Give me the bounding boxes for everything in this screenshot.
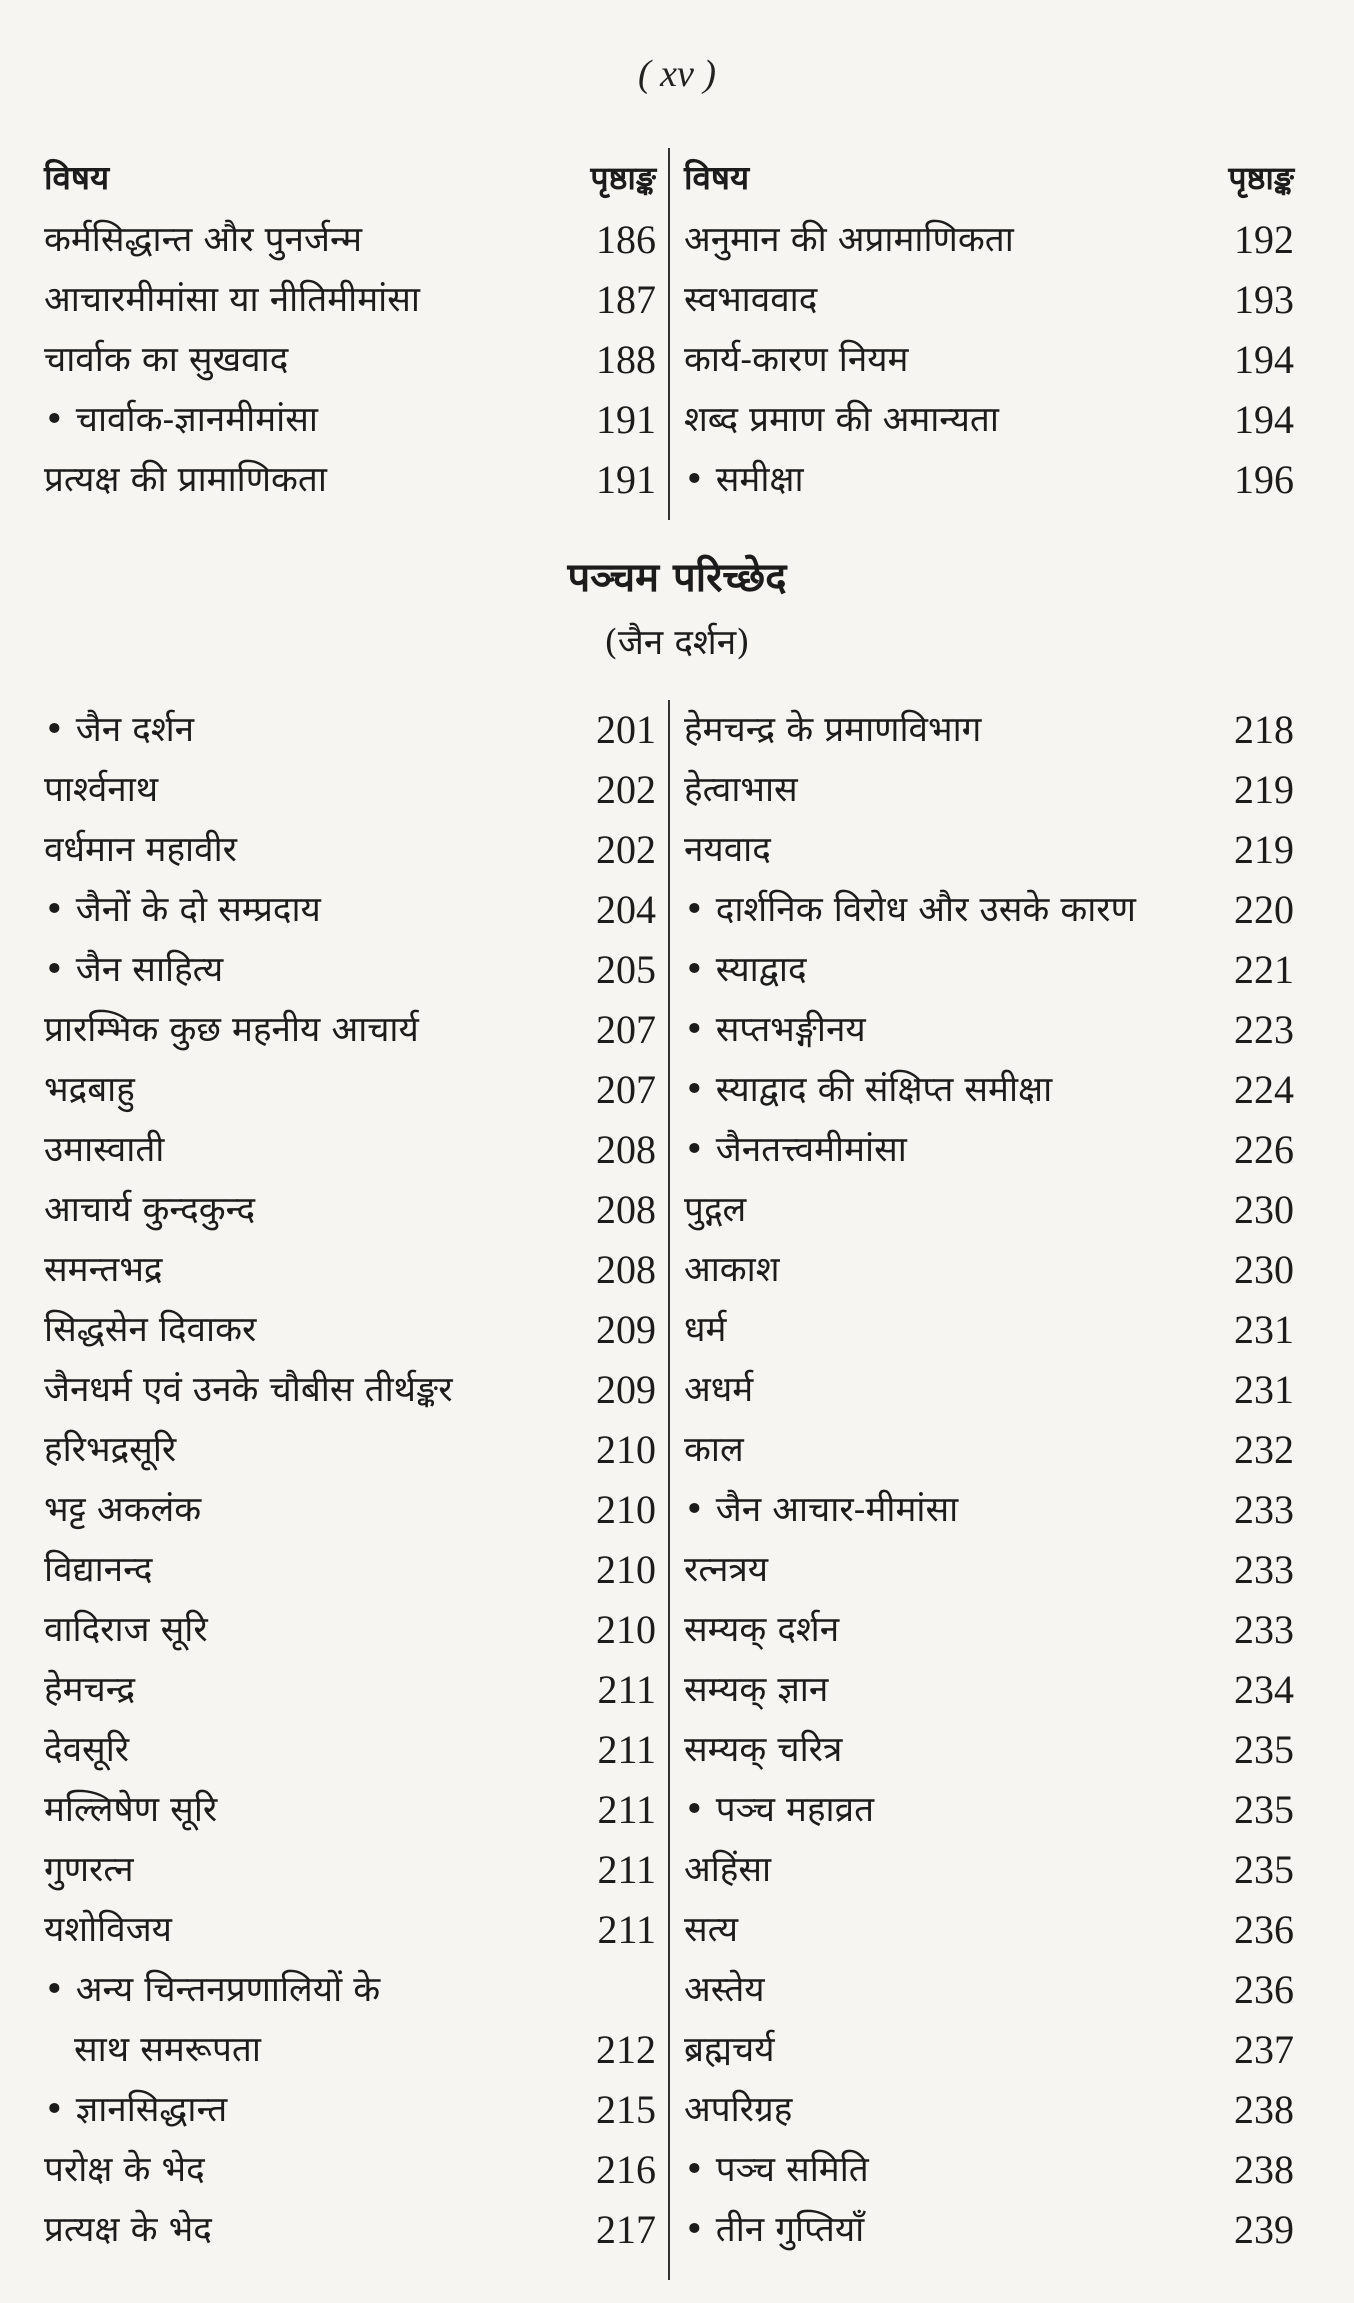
entry-right-page: 234 <box>1234 1667 1294 1712</box>
entry-left-page: 207 <box>596 1007 656 1052</box>
section-subtitle: (जैन दर्शन) <box>604 623 750 663</box>
entry-left-title: उमास्वाती <box>44 1130 165 1170</box>
entry-right-title: अनुमान की अप्रामाणिकता <box>684 220 1014 260</box>
entry-left-title: परोक्ष के भेद <box>44 2150 205 2190</box>
entry-left-page: 211 <box>597 1907 656 1952</box>
entry-right-page: 218 <box>1234 707 1294 752</box>
entry-left-title: • अन्य चिन्तनप्रणालियों के <box>44 1970 381 2010</box>
toc-row <box>44 450 1294 510</box>
entry-right-title: रत्नत्रय <box>684 1550 769 1590</box>
toc-row <box>44 1600 1294 1660</box>
toc-bottom-block <box>44 700 1294 2280</box>
entry-left-title: जैनधर्म एवं उनके चौबीस तीर्थङ्कर <box>44 1370 453 1410</box>
header-subject-right: विषय <box>684 158 750 197</box>
toc-row <box>44 1720 1294 1780</box>
entry-left-title: पार्श्वनाथ <box>44 770 159 810</box>
entry-right-page: 230 <box>1234 1247 1294 1292</box>
entry-left-page: 211 <box>597 1787 656 1832</box>
toc-row <box>44 390 1294 450</box>
entry-right-page: 235 <box>1234 1727 1294 1772</box>
entry-right-title: • सप्तभङ्गीनय <box>684 1010 866 1050</box>
entry-right-title: हेत्वाभास <box>684 770 798 810</box>
toc-row <box>44 2080 1294 2140</box>
entry-left-title: भट्ट अकलंक <box>44 1490 202 1530</box>
entry-right-page: 237 <box>1234 2027 1294 2072</box>
toc-row <box>44 1000 1294 1060</box>
entry-right-title: अपरिग्रह <box>684 2090 793 2130</box>
toc-top-block <box>44 148 1294 520</box>
entry-right-title: शब्द प्रमाण की अमान्यता <box>684 400 999 440</box>
entry-right-title: • जैनतत्त्वमीमांसा <box>684 1130 907 1170</box>
entry-left-title: • ज्ञानसिद्धान्त <box>44 2090 228 2130</box>
entry-right-page: 231 <box>1234 1367 1294 1412</box>
entry-right-page: 219 <box>1234 767 1294 812</box>
entry-left-page: 212 <box>596 2027 656 2072</box>
entry-right-title: सम्यक् दर्शन <box>684 1610 840 1650</box>
entry-right-page: 221 <box>1234 947 1294 992</box>
toc-row <box>44 700 1294 760</box>
entry-left-title: वादिराज सूरि <box>44 1610 208 1650</box>
entry-left-title: हरिभद्रसूरि <box>44 1430 177 1470</box>
toc-row <box>44 1360 1294 1420</box>
entry-left-title: देवसूरि <box>44 1730 130 1770</box>
entry-right-page: 219 <box>1234 827 1294 872</box>
toc-row <box>44 1900 1294 1960</box>
entry-left-page: 216 <box>596 2147 656 2192</box>
entry-left-title: यशोविजय <box>44 1910 172 1950</box>
toc-row <box>44 1120 1294 1180</box>
header-page-left: पृष्ठाङ्क <box>590 159 656 197</box>
entry-left-title: प्रत्यक्ष के भेद <box>44 2210 212 2250</box>
toc-row <box>44 2020 1294 2080</box>
entry-right-title: अहिंसा <box>684 1850 772 1890</box>
entry-left-page <box>564 1960 656 2020</box>
toc-row <box>44 760 1294 820</box>
entry-right-page: 194 <box>1234 337 1294 382</box>
entry-left-page: 209 <box>596 1307 656 1352</box>
entry-right-page: 233 <box>1234 1547 1294 1592</box>
entry-right-page: 226 <box>1234 1127 1294 1172</box>
entry-right-page: 233 <box>1234 1607 1294 1652</box>
entry-right-page: 223 <box>1234 1007 1294 1052</box>
entry-right-title: कार्य-कारण नियम <box>684 340 909 380</box>
entry-right-page: 233 <box>1234 1487 1294 1532</box>
entry-left-page: 187 <box>596 277 656 322</box>
entry-left-page: 215 <box>596 2087 656 2132</box>
entry-left-page: 201 <box>596 707 656 752</box>
entry-left-title: • जैनों के दो सम्प्रदाय <box>44 890 321 930</box>
entry-left-page: 186 <box>596 217 656 262</box>
entry-right-title: नयवाद <box>684 830 771 870</box>
entry-left-title: भद्रबाहु <box>44 1070 135 1110</box>
entry-left-title: • चार्वाक-ज्ञानमीमांसा <box>44 400 318 440</box>
page-number: ( xv ) <box>637 53 717 95</box>
entry-left-page: 208 <box>596 1127 656 1172</box>
entry-right-page: 236 <box>1234 1967 1294 2012</box>
entry-right-title: धर्म <box>684 1310 727 1350</box>
entry-left-page: 210 <box>596 1427 656 1472</box>
toc-row <box>44 1840 1294 1900</box>
entry-right-page: 224 <box>1234 1067 1294 1112</box>
toc-row <box>44 940 1294 1000</box>
entry-right-page: 193 <box>1234 277 1294 322</box>
toc-row <box>44 1480 1294 1540</box>
entry-right-title: • जैन आचार-मीमांसा <box>684 1490 959 1530</box>
entry-left-title: हेमचन्द्र <box>44 1670 136 1710</box>
entry-left-page: 207 <box>596 1067 656 1112</box>
toc-row <box>44 330 1294 390</box>
entry-left-title: समन्तभद्र <box>44 1250 163 1290</box>
entry-right-title: ब्रह्मचर्य <box>684 2030 775 2070</box>
entry-right-title: सत्य <box>684 1910 739 1950</box>
entry-right-page: 220 <box>1234 887 1294 932</box>
entry-right-title: आकाश <box>684 1250 780 1290</box>
entry-right-title: • दार्शनिक विरोध और उसके कारण <box>684 890 1136 930</box>
toc-row <box>44 1660 1294 1720</box>
entry-right-title: • स्याद्वाद <box>684 950 807 990</box>
toc-row <box>44 270 1294 330</box>
entry-left-page: 208 <box>596 1247 656 1292</box>
entry-right-title: अस्तेय <box>684 1970 765 2010</box>
entry-left-title: प्रारम्भिक कुछ महनीय आचार्य <box>44 1010 419 1050</box>
toc-header-row <box>44 148 1294 208</box>
entry-left-page: 208 <box>596 1187 656 1232</box>
entry-left-title: मल्लिषेण सूरि <box>44 1790 218 1830</box>
entry-left-page: 211 <box>597 1667 656 1712</box>
entry-right-page: 230 <box>1234 1187 1294 1232</box>
entry-left-title: कर्मसिद्धान्त और पुनर्जन्म <box>44 220 363 260</box>
entry-right-title: • समीक्षा <box>684 460 804 500</box>
entry-right-page: 235 <box>1234 1847 1294 1892</box>
toc-row <box>44 1960 1294 2020</box>
entry-right-page: 238 <box>1234 2147 1294 2192</box>
toc-row <box>44 2140 1294 2200</box>
entry-right-page: 236 <box>1234 1907 1294 1952</box>
header-subject-left: विषय <box>44 158 110 197</box>
toc-row <box>44 2200 1294 2260</box>
entry-left-page: 204 <box>596 887 656 932</box>
entry-left-page: 217 <box>596 2207 656 2252</box>
toc-row <box>44 1060 1294 1120</box>
entry-left-title: चार्वाक का सुखवाद <box>44 340 289 380</box>
entry-left-title: • जैन साहित्य <box>44 950 224 990</box>
entry-left-page: 210 <box>596 1487 656 1532</box>
entry-right-title: पुद्गल <box>684 1190 747 1230</box>
entry-right-page: 239 <box>1234 2207 1294 2252</box>
entry-right-page: 231 <box>1234 1307 1294 1352</box>
entry-right-page: 194 <box>1234 397 1294 442</box>
entry-left-page: 211 <box>597 1727 656 1772</box>
entry-right-title: • स्याद्वाद की संक्षिप्त समीक्षा <box>684 1070 1053 1110</box>
toc-row <box>44 1300 1294 1360</box>
entry-left-title: आचारमीमांसा या नीतिमीमांसा <box>44 280 420 320</box>
entry-left-title: सिद्धसेन दिवाकर <box>44 1310 257 1350</box>
entry-left-page: 188 <box>596 337 656 382</box>
entry-right-title: • तीन गुप्तियाँ <box>684 2210 865 2250</box>
entry-left-title: साथ समरूपता <box>74 2030 261 2070</box>
entry-left-page: 191 <box>596 457 656 502</box>
entry-right-title: • पञ्च समिति <box>684 2150 869 2190</box>
toc-row <box>44 1180 1294 1240</box>
entry-left-title: गुणरत्न <box>44 1850 134 1890</box>
entry-right-page: 232 <box>1234 1427 1294 1472</box>
toc-row <box>44 880 1294 940</box>
toc-row <box>44 1420 1294 1480</box>
entry-right-page: 192 <box>1234 217 1294 262</box>
toc-row <box>44 820 1294 880</box>
entry-right-title: सम्यक् चरित्र <box>684 1730 843 1770</box>
entry-right-page: 196 <box>1234 457 1294 502</box>
entry-right-title: हेमचन्द्र के प्रमाणविभाग <box>684 710 982 750</box>
entry-left-page: 209 <box>596 1367 656 1412</box>
toc-row <box>44 210 1294 270</box>
entry-left-page: 211 <box>597 1847 656 1892</box>
entry-right-page: 235 <box>1234 1787 1294 1832</box>
toc-row <box>44 1780 1294 1840</box>
entry-left-page: 202 <box>596 827 656 872</box>
entry-left-title: विद्यानन्द <box>44 1550 153 1590</box>
entry-left-title: प्रत्यक्ष की प्रामाणिकता <box>44 460 327 500</box>
section-title: पञ्चम परिच्छेद <box>567 554 787 601</box>
entry-left-page: 205 <box>596 947 656 992</box>
entry-right-title: काल <box>684 1430 744 1470</box>
entry-right-title: स्वभाववाद <box>684 280 818 320</box>
entry-left-page: 202 <box>596 767 656 812</box>
entry-right-title: सम्यक् ज्ञान <box>684 1670 829 1710</box>
entry-left-page: 191 <box>596 397 656 442</box>
entry-left-page: 210 <box>596 1607 656 1652</box>
entry-right-page: 238 <box>1234 2087 1294 2132</box>
header-page-right: पृष्ठाङ्क <box>1228 159 1294 197</box>
entry-left-page: 210 <box>596 1547 656 1592</box>
toc-row <box>44 1240 1294 1300</box>
entry-right-title: अधर्म <box>684 1370 754 1410</box>
entry-right-title: • पञ्च महाव्रत <box>684 1790 875 1830</box>
entry-left-title: • जैन दर्शन <box>44 710 195 750</box>
toc-row <box>44 1540 1294 1600</box>
entry-left-title: आचार्य कुन्दकुन्द <box>44 1190 256 1230</box>
entry-left-title: वर्धमान महावीर <box>44 830 237 870</box>
